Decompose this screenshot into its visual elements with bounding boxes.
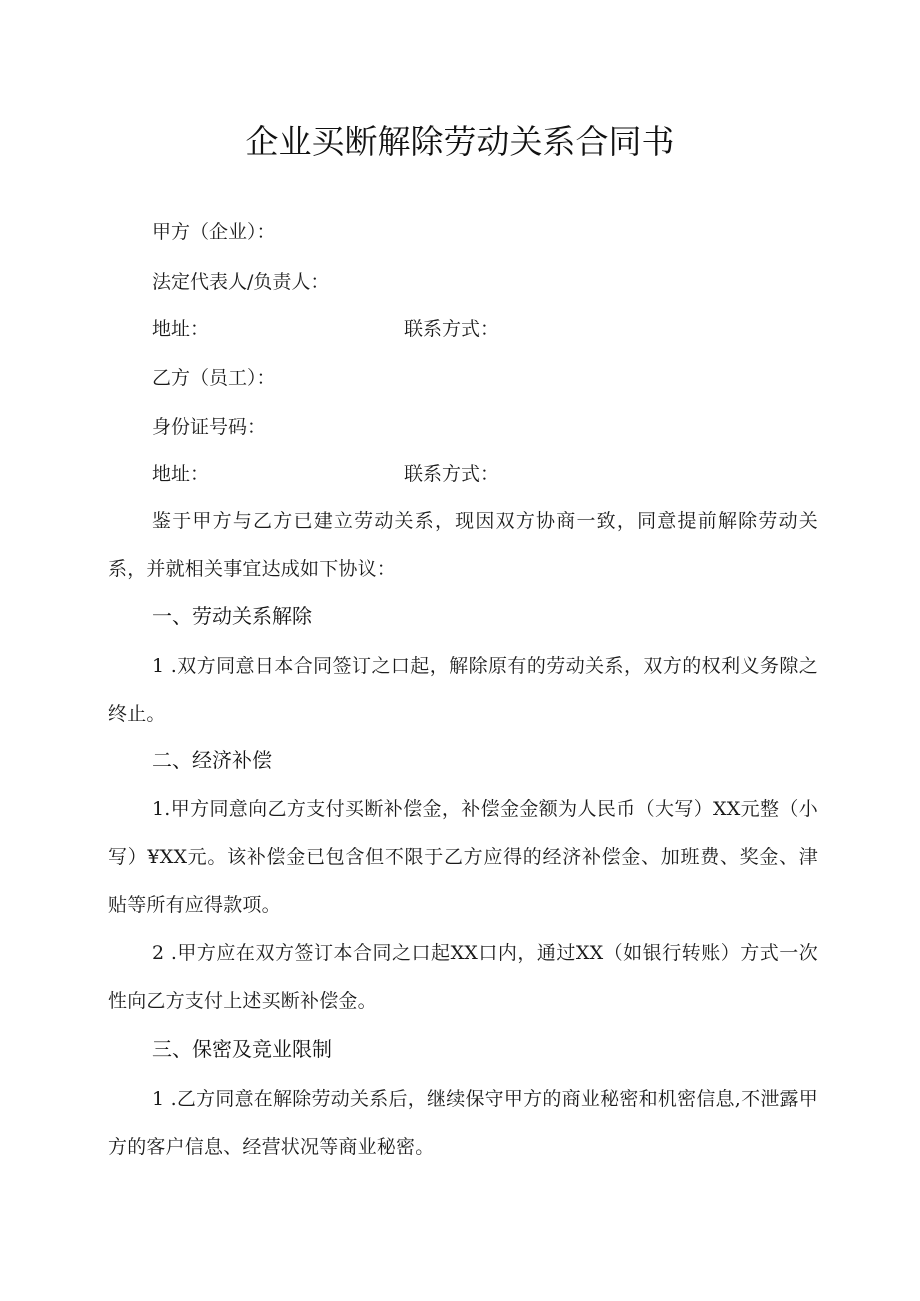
section-heading-termination: 一、劳动关系解除 (152, 604, 312, 628)
party-a-label: 甲方（企业）： (152, 221, 276, 243)
clause-compensation-1: 1.甲方同意向乙方支付买断补偿金，补偿金金额为人民币（大写）XX元整（小写）¥XX元。该补偿金已包含但不限于乙方应得的经济补偿金、加班费、奖金、津贴等所有应得款项。 (108, 798, 818, 916)
section-heading-compensation: 二、经济补偿 (152, 748, 272, 772)
representative-label: 法定代表人/负责人： (152, 271, 330, 293)
party-a-address-label: 地址： (152, 318, 210, 340)
document-title: 企业买断解除劳动关系合同书 (245, 122, 675, 161)
clause-compensation-2: 2 .甲方应在双方签订本合同之口起XX口内，通过XX（如银行转账）方式一次性向乙方支付上述买断补偿金。 (108, 942, 818, 1012)
clause-termination-1: 1 .双方同意日本合同签订之口起，解除原有的劳动关系，双方的权利义务隙之终止。 (108, 655, 818, 725)
party-b-contact-label: 联系方式： (404, 463, 500, 485)
party-b-address-label: 地址： (152, 463, 210, 485)
clause-confidentiality-1: 1 .乙方同意在解除劳动关系后，继续保守甲方的商业秘密和机密信息,不泄露甲方的客户信息、经营状况等商业秘密。 (108, 1088, 818, 1158)
id-number-label: 身份证号码： (152, 416, 267, 438)
party-a-contact-label: 联系方式： (404, 318, 500, 340)
preamble-paragraph: 鉴于甲方与乙方已建立劳动关系，现因双方协商一致，同意提前解除劳动关系，并就相关事宜达成如下协议： (108, 510, 818, 580)
section-heading-confidentiality: 三、保密及竞业限制 (152, 1037, 332, 1061)
party-b-label: 乙方（员工）： (152, 367, 276, 389)
